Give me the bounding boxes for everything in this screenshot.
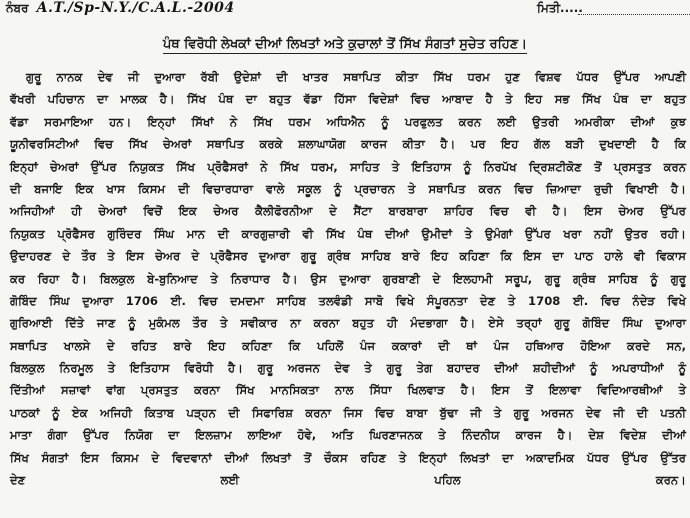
document-body — [0, 66, 690, 491]
body-line: ਗੋਬਿੰਦ ਸਿੰਘ ਦੁਆਰਾ 1706 ਈ. ਵਿਚ ਦਮਦਮਾ ਸਾਹਿਬ ਤਲਵੰਡੀ ਸਾਬੋ ਵਿਖੇ ਸੰਪੂਰਨਤਾ ਦੇਣ ਤੇ 1708 ਈ. ਵਿਚ ਨੰਦੇੜ ਵਿਖੇ — [10, 293, 686, 308]
body-line: ਉਦਾਹਰਣ ਦੇ ਤੌਰ ਤੇ ਇਸ ਚੇਅਰ ਦੇ ਪ੍ਰੋਫੈਸਰ ਦੁਆਰਾ ਗੁਰੂ ਗ੍ਰੰਥ ਸਾਹਿਬ ਬਾਰੇ ਇਹ ਕਹਿਣਾ ਕਿ ਇਸ ਦਾ ਪਾਠ ਹਾਲੇ ਵੀ ਵਿਕਾਸ — [10, 249, 686, 264]
body-line: ਵੱਡਾ ਸਰਮਾਇਆ ਹਨ। ਇਨ੍ਹਾਂ ਸਿੱਖਾਂ ਨੇ ਸਿੱਖ ਧਰਮ ਅਧਿਐਨ ਨੂੰ ਪਰਫੁਲਤ ਕਰਨ ਲਈ ਉਤਰੀ ਅਮਰੀਕਾ ਦੀਆਂ ਕੁਝ — [10, 114, 686, 129]
date-label: ਮਿਤੀ..... — [537, 1, 583, 15]
reference-label: ਨੰਬਰ — [6, 1, 29, 15]
body-line: ਗੁਰੂ ਨਾਨਕ ਦੇਵ ਜੀ ਦੁਆਰਾ ਰੱਬੀ ਉਦੇਸ਼ਾਂ ਦੀ ਖਾਤਰ ਸਥਾਪਿਤ ਕੀਤਾ ਸਿੱਖ ਧਰਮ ਹੁਣ ਵਿਸ਼ਵ ਪੱਧਰ ਉੱਪਰ ਆਪਣੀ — [26, 70, 686, 84]
body-line: ਵੱਖਰੀ ਪਹਿਚਾਨ ਦਾ ਮਾਲਕ ਹੈ। ਸਿੱਖ ਪੰਥ ਦਾ ਬਹੁਤ ਵੱਡਾ ਹਿੱਸਾ ਵਿਦੇਸ਼ਾਂ ਵਿਚ ਆਬਾਦ ਹੈ ਤੇ ਇਹ ਸਭ ਸਿੱਖ ਪੰਥ ਦਾ ਬਹੁਤ — [10, 92, 686, 107]
body-line: ਪਾਠਕਾਂ ਨੂੰ ਏਕ ਅਜਿਹੀ ਕਿਤਾਬ ਪੜ੍ਹਨ ਦੀ ਸਿਫਾਰਿਸ਼ ਕਰਨਾ ਜਿਸ ਵਿਚ ਬਾਬਾ ਬੁੱਢਾ ਜੀ ਤੇ ਗੁਰੂ ਅਰਜਨ ਦੇਵ ਜੀ ਦੀ ਪਤਨੀ — [10, 405, 686, 420]
body-line: ਸਿੱਖ ਸੰਗਤਾਂ ਇਸ ਕਿਸਮ ਦੇ ਵਿਦਵਾਨਾਂ ਦੀਆਂ ਲਿਖਤਾਂ ਤੋਂ ਚੌਕਸ ਰਹਿਣ ਤੇ ਇਨ੍ਹਾਂ ਲਿਖਤਾਂ ਦਾ ਅਕਾਦਮਿਕ ਪੱਧਰ ਉੱਪਰ ਉੱਤਰ — [10, 450, 686, 465]
reference-line — [6, 0, 235, 16]
body-line: ਸਥਾਪਿਤ ਖਾਲਸੇ ਦੇ ਰਹਿਤ ਬਾਰੇ ਇਹ ਕਹਿਣਾ ਕਿ ਪਹਿਲੋਂ ਪੰਜ ਕਕਾਰਾਂ ਦੀ ਥਾਂ ਪੰਜ ਹਥਿਆਰ ਹੋਇਆ ਕਰਦੇ ਸਨ, — [10, 338, 686, 353]
body-line: ਗੁਰਿਆਈ ਦਿੱਤੇ ਜਾਣ ਨੂੰ ਮੁਕੰਮਲ ਤੌਰ ਤੇ ਸਵੀਕਾਰ ਨਾ ਕਰਨਾ ਬਹੁਤ ਹੀ ਮੰਦਭਾਗਾ ਹੈ। ਏਸੇ ਤਰ੍ਹਾਂ ਗੁਰੂ ਗੋਬਿੰਦ ਸਿੰਘ ਦੁਆਰਾ — [10, 316, 686, 331]
body-line: ਦਿੱਤੀਆਂ ਸਜ਼ਾਵਾਂ ਵਾਂਗ ਪ੍ਰਸਤੁਤ ਕਰਨਾ ਸਿੱਖ ਮਾਨਸਿਕਤਾ ਨਾਲ ਸਿੱਧਾ ਖਿਲਵਾੜ ਹੈ। ਇਸ ਤੋਂ ਇਲਾਵਾ ਵਿਦਿਆਰਥੀਆਂ ਤੇ — [10, 383, 686, 398]
document-title — [0, 36, 690, 54]
body-line: ਯੂਨੀਵਰਸਿਟੀਆਂ ਵਿਚ ਸਿੱਖ ਚੇਅਰਾਂ ਸਥਾਪਿਤ ਕਰਕੇ ਸ਼ਲਾਘਾਯੋਗ ਕਾਰਜ ਕੀਤਾ ਹੈ। ਪਰ ਇਹ ਗੱਲ ਬੜੀ ਦੁਖਦਾਈ ਹੈ ਕਿ — [10, 137, 686, 152]
document-title-text: ਪੰਥ ਵਿਰੋਧੀ ਲੇਖਕਾਂ ਦੀਆਂ ਲਿਖਤਾਂ ਅਤੇ ਕੁਚਾਲਾਂ ਤੋਂ ਸਿੱਖ ਸੰਗਤਾਂ ਸੁਚੇਤ ਰਹਿਣ। — [162, 37, 527, 52]
body-line: ਦੀ ਬਜਾਇ ਇਕ ਖਾਸ ਕਿਸਮ ਦੀ ਵਿਚਾਰਧਾਰਾ ਵਾਲੇ ਸਕੂਲ ਨੂੰ ਪ੍ਰਚਾਰਨ ਤੇ ਸਥਾਪਿਤ ਕਰਨ ਵਿਚ ਜ਼ਿਆਦਾ ਰੁਚੀ ਵਿਖਾਈ ਹੈ। — [10, 181, 686, 196]
body-line: ਮਾਤਾ ਗੰਗਾ ਉੱਪਰ ਨਿਯੋਗ ਦਾ ਇਲਜ਼ਾਮ ਲਾਇਆ ਹੋਵੇ, ਅਤਿ ਘਿਰਣਾਜਨਕ ਤੇ ਨਿੰਦਨੀਯ ਕਾਰਜ ਹੈ। ਦੇਸ਼ ਵਿਦੇਸ਼ ਦੀਆਂ — [10, 428, 686, 443]
body-line: ਬਿਲਕੁਲ ਨਿਰਮੂਲ ਤੇ ਇਤਿਹਾਸ ਵਿਰੋਧੀ ਹੈ। ਗੁਰੂ ਅਰਜਨ ਦੇਵ ਤੇ ਗੁਰੂ ਤੇਗ ਬਹਾਦਰ ਦੀਆਂ ਸ਼ਹੀਦੀਆਂ ਨੂੰ ਅਪਰਾਧੀਆਂ ਨੂੰ — [10, 361, 686, 376]
body-line: ਨਿਯੁਕਤ ਪ੍ਰੋਫੈਸਰ ਗੁਰਿੰਦਰ ਸਿੰਘ ਮਾਨ ਦੀ ਕਾਰਗੁਜ਼ਾਰੀ ਵੀ ਸਿੱਖ ਪੰਥ ਦੀਆਂ ਉਮੀਦਾਂ ਤੇ ਉਮੰਗਾਂ ਉੱਪਰ ਖਰਾ ਨਹੀਂ ਉਤਰ ਰਹੀ। — [10, 226, 686, 241]
body-line: ਦੇਣ ਲਈ ਪਹਿਲ ਕਰਨ। — [10, 473, 686, 488]
body-line: ਕਰ ਰਿਹਾ ਹੈ। ਬਿਲਕੁਲ ਬੇ-ਬੁਨਿਆਦ ਤੇ ਨਿਰਾਧਾਰ ਹੈ। ਉਸ ਦੁਆਰਾ ਗੁਰਬਾਣੀ ਦੇ ਇਲਹਾਮੀ ਸਰੂਪ, ਗੁਰੂ ਗ੍ਰੰਥ ਸਾਹਿਬ ਨੂੰ ਗੁਰੂ — [10, 271, 686, 286]
date-field-line — [578, 14, 690, 15]
reference-number: A.T./Sp-N.Y./C.A.L.-2004 — [36, 0, 235, 16]
body-line: ਅਜਿਹੀਆਂ ਹੀ ਚੇਅਰਾਂ ਵਿਚੋਂ ਇਕ ਚੇਅਰ ਕੈਲੀਫੋਰਨੀਆ ਦੇ ਸੈਂਟਾ ਬਾਰਬਾਰਾ ਸ਼ਾਹਿਰ ਵਿਚ ਵੀ ਹੈ। ਇਸ ਚੇਅਰ ਉੱਪਰ — [10, 204, 686, 219]
body-line: ਇਨ੍ਹਾਂ ਚੇਅਰਾਂ ਉੱਪਰ ਨਿਯੁਕਤ ਸਿੱਖ ਪ੍ਰੋਫੈਸਰਾਂ ਨੇ ਸਿੱਖ ਧਰਮ, ਸਾਹਿਤ ਤੇ ਇਤਿਹਾਸ ਨੂੰ ਨਿਰਪੱਖ ਦ੍ਰਿਸ਼ਟੀਕੋਣ ਤੋਂ ਪ੍ਰਸਤੁਤ ਕਰਨ — [10, 159, 686, 174]
